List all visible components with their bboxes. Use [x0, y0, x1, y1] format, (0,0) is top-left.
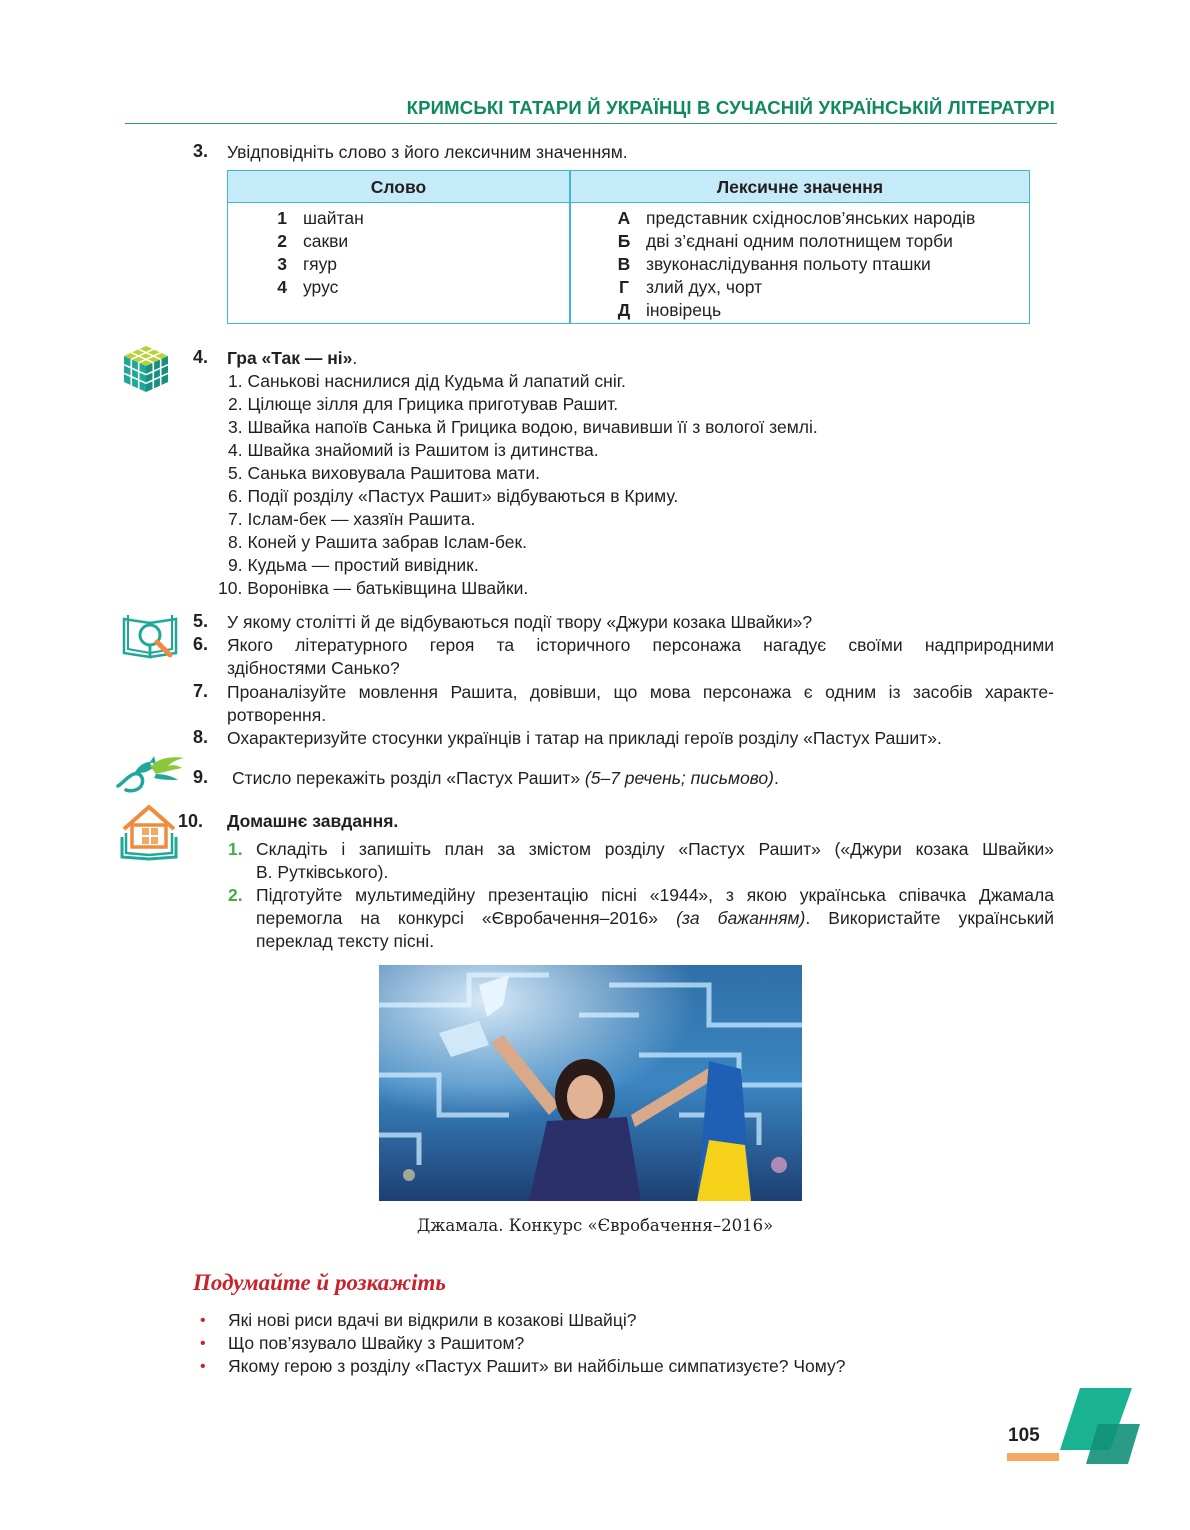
- pegasus-icon: [114, 752, 186, 794]
- task-5-text: У якому столітті й де відбуваються події твору «Джури козака Швайки»?: [227, 612, 813, 632]
- book-magnifier-icon: [120, 611, 184, 661]
- meaning-letter: В: [617, 254, 631, 274]
- list-item: 8. Коней у Рашита забрав Іслам-бек.: [228, 532, 527, 552]
- list-item: Якому герою з розділу «Пастух Рашит» ви найбільше симпатизуєте? Чому?: [228, 1356, 846, 1376]
- photo-caption: Джамала. Конкурс «Євробачення–2016»: [416, 1216, 774, 1235]
- subtask-2-italic-note: (за бажанням): [676, 908, 806, 928]
- page-number: 105: [1008, 1425, 1040, 1446]
- task-9-italic-note: (5–7 речень; письмово): [584, 768, 774, 788]
- meaning-text: представник східнослов’янських народів: [646, 208, 976, 228]
- list-item: 5. Санька виховувала Рашитова мати.: [228, 463, 541, 483]
- task-10-number: 10.: [178, 811, 204, 831]
- word-number: 4: [277, 277, 287, 297]
- subtask-2-text-b: . Використайте український: [805, 908, 1054, 928]
- meaning-letter: А: [617, 208, 631, 228]
- meaning-text: дві з’єднані одним полотнищем торби: [646, 231, 953, 251]
- meaning-text: злий дух, чорт: [646, 277, 763, 297]
- house-book-icon: [118, 803, 180, 861]
- task-9-text-line: [232, 768, 779, 789]
- meaning-text: звуконаслідування польоту пташки: [646, 254, 931, 274]
- bullet-icon: •: [200, 1312, 206, 1329]
- list-item: 4. Швайка знайомий із Рашитом із дитинства.: [228, 440, 599, 460]
- subtask-2-text-a: перемогла на конкурсі «Євробачення–2016»: [256, 908, 677, 928]
- task-9-end: .: [774, 768, 779, 788]
- meaning-letter: Б: [617, 231, 631, 251]
- subtask-2-text-line1: Підготуйте мультимедійну презентацію пісні «1944», з якою українська співачка Джамала: [256, 885, 1054, 905]
- list-item: 9. Кудьма — простий вивідник.: [228, 555, 479, 575]
- meaning-letter: Д: [617, 300, 631, 320]
- page-header-title: КРИМСЬКІ ТАТАРИ Й УКРАЇНЦІ В СУЧАСНІЙ УКРАЇНСЬКІЙ ЛІТЕРАТУРІ: [406, 97, 1055, 118]
- task-4-title-line: [227, 348, 357, 369]
- word-text: шайтан: [303, 208, 364, 228]
- subtask-2-text-line2: [256, 908, 1054, 929]
- section-title: Подумайте й розкажіть: [193, 1270, 446, 1295]
- page-corner-decoration: [1058, 1388, 1142, 1464]
- bullet-icon: •: [200, 1335, 206, 1352]
- task-6-text-line2: здібностями Санько?: [227, 658, 400, 678]
- word-number: 3: [277, 254, 287, 274]
- task-10-title: Домашнє завдання.: [227, 811, 399, 831]
- list-item: 3. Швайка напоїв Санька й Грицика водою, вичавивши її з вологої землі.: [228, 417, 818, 437]
- subtask-1-text-line1: Складіть і запишіть план за змістом розділу «Пастух Рашит» («Джури козака Швайки»: [256, 839, 1054, 859]
- matching-table: [227, 170, 1030, 324]
- page-number-underline: [1007, 1453, 1059, 1461]
- table-header-meaning: Лексичне значення: [716, 177, 884, 197]
- subtask-1-number: 1.: [228, 839, 243, 859]
- task-4-number: 4.: [193, 347, 209, 367]
- task-9-text: Стисло перекажіть розділ «Пастух Рашит»: [232, 768, 585, 788]
- header-divider: [125, 123, 1057, 124]
- list-item: 6. Події розділу «Пастух Рашит» відбуваються в Криму.: [228, 486, 679, 506]
- task-6-text-line1: Якого літературного героя та історичного персонажа нагадує своїми надприродними: [227, 635, 1054, 655]
- task-7-text-line1: Проаналізуйте мовлення Рашита, довівши, що мова персонажа є одним із засобів характе-: [227, 682, 1054, 702]
- list-item: Що пов’язувало Швайку з Рашитом?: [228, 1333, 525, 1353]
- list-item: 1. Санькові наснилися дід Кудьма й лапатий сніг.: [228, 371, 626, 391]
- meaning-letter: Г: [619, 277, 629, 297]
- word-number: 2: [277, 231, 287, 251]
- cube-icon: [122, 344, 170, 394]
- task-7-number: 7.: [193, 681, 209, 701]
- task-5-number: 5.: [193, 611, 209, 631]
- photo-jamala-eurovision: [379, 965, 802, 1201]
- table-header-word: Слово: [370, 177, 427, 197]
- list-item: 2. Цілюще зілля для Грицика приготував Рашит.: [228, 394, 619, 414]
- list-item: 10. Воронівка — батьківщина Швайки.: [218, 578, 529, 598]
- task-4-title-end: .: [352, 348, 358, 368]
- task-3-number: 3.: [193, 141, 209, 161]
- task-7-text-line2: ротворення.: [227, 705, 327, 725]
- word-text: гяур: [303, 254, 337, 274]
- task-3-text: Увідповідніть слово з його лексичним значенням.: [227, 142, 628, 162]
- word-text: урус: [303, 277, 339, 297]
- list-item: 7. Іслам-бек — хазяїн Рашита.: [228, 509, 476, 529]
- subtask-2-text-line3: переклад тексту пісні.: [256, 931, 435, 951]
- bullet-icon: •: [200, 1358, 206, 1375]
- task-8-number: 8.: [193, 727, 209, 747]
- task-8-text: Охарактеризуйте стосунки українців і татар на прикладі героїв розділу «Пастух Рашит».: [227, 728, 942, 748]
- task-9-number: 9.: [193, 767, 209, 787]
- task-4-title: Гра «Так — ні»: [227, 348, 353, 368]
- subtask-1-text-line2: В. Рутківського).: [256, 862, 389, 882]
- task-6-number: 6.: [193, 634, 209, 654]
- subtask-2-number: 2.: [228, 885, 243, 905]
- word-number: 1: [277, 208, 287, 228]
- word-text: сакви: [303, 231, 349, 251]
- list-item: Які нові риси вдачі ви відкрили в козакові Швайці?: [228, 1310, 637, 1330]
- meaning-text: іновірець: [646, 300, 722, 320]
